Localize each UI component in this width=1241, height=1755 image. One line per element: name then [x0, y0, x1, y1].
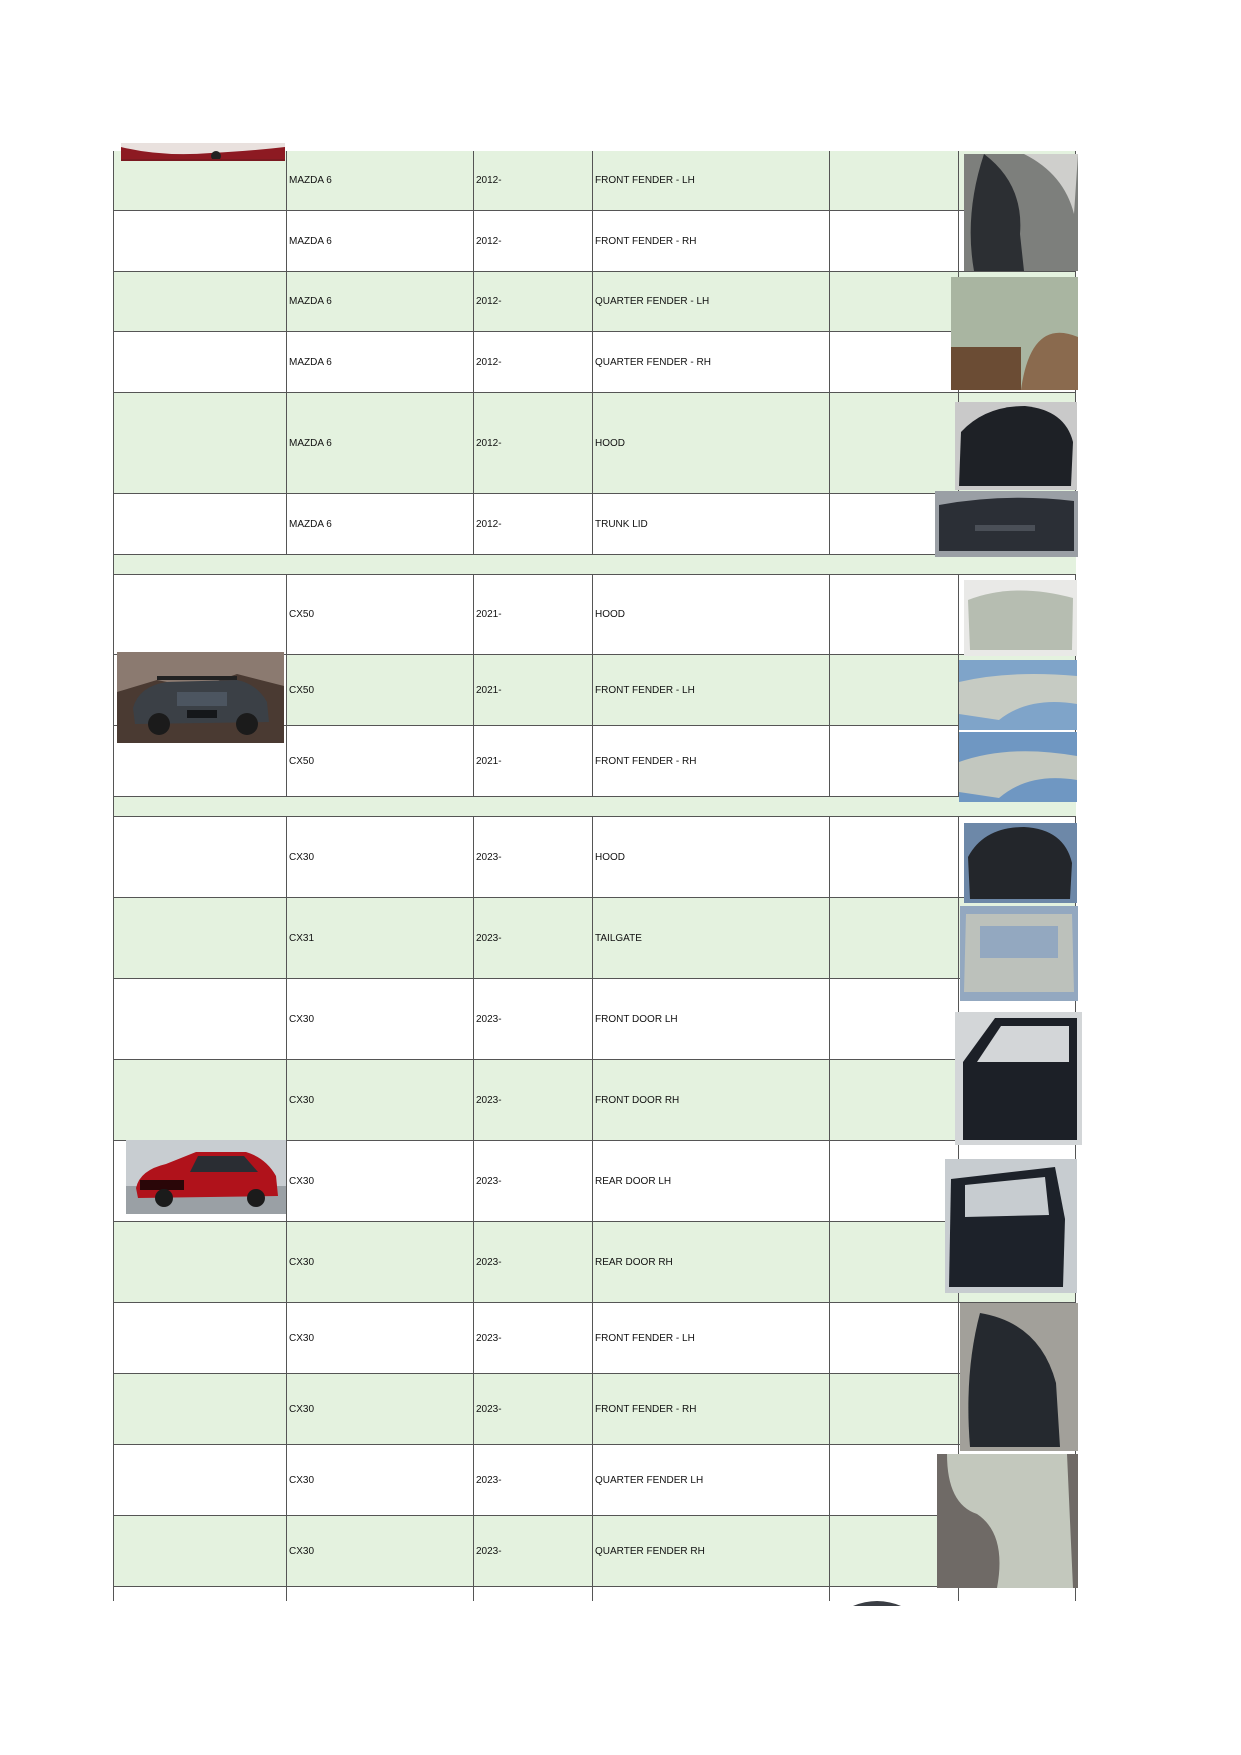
table-row	[113, 1222, 1076, 1303]
model-cell: CX50	[286, 655, 473, 725]
model-cell: CX31	[286, 898, 473, 978]
model-cell: MAZDA 6	[286, 332, 473, 392]
cx50-car-photo	[117, 652, 284, 743]
model-cell: CX30	[286, 1374, 473, 1444]
year-cell: 2021-	[473, 575, 592, 654]
rear-door-photo	[945, 1159, 1077, 1293]
vehicle-cell	[113, 1303, 286, 1373]
cx50-fender-rh-photo	[959, 732, 1077, 802]
blank-cell	[829, 1303, 958, 1373]
part-cell: FRONT FENDER - RH	[592, 726, 829, 796]
part-cell: QUARTER FENDER - RH	[592, 332, 829, 392]
part-cell: FRONT DOOR RH	[592, 1060, 829, 1140]
table-row	[113, 272, 1076, 332]
blank-cell	[829, 817, 958, 897]
blank-cell	[829, 211, 958, 271]
part-cell: FRONT FENDER - LH	[592, 655, 829, 725]
table-continuation	[592, 1587, 593, 1601]
year-cell: 2023-	[473, 817, 592, 897]
model-cell: CX30	[286, 1303, 473, 1373]
model-cell: MAZDA 6	[286, 151, 473, 210]
model-cell: MAZDA 6	[286, 393, 473, 493]
year-cell: 2023-	[473, 1060, 592, 1140]
vehicle-cell	[113, 817, 286, 897]
cx30-hood-photo	[964, 823, 1077, 903]
year-cell: 2023-	[473, 1141, 592, 1221]
table-continuation	[1075, 1587, 1076, 1601]
cx30-car-photo	[126, 1140, 286, 1214]
model-cell: CX50	[286, 726, 473, 796]
part-cell: FRONT FENDER - LH	[592, 151, 829, 210]
table-row	[113, 979, 1076, 1060]
model-cell: CX30	[286, 1141, 473, 1221]
table-row	[113, 1374, 1076, 1445]
cx30-front-fender-photo	[960, 1303, 1078, 1451]
vehicle-cell	[113, 1222, 286, 1302]
model-cell: CX30	[286, 1222, 473, 1302]
vehicle-cell	[113, 575, 286, 654]
front-door-photo	[955, 1012, 1082, 1145]
table-continuation	[829, 1587, 830, 1601]
trunk-lid-photo	[935, 491, 1078, 557]
mazda6-car-photo	[121, 143, 285, 161]
blank-cell	[829, 393, 958, 493]
group-separator	[113, 555, 1076, 575]
model-cell: CX50	[286, 575, 473, 654]
cx50-fender-lh-photo	[959, 660, 1077, 730]
blank-cell	[829, 1374, 958, 1444]
year-cell: 2021-	[473, 726, 592, 796]
partial-next-photo	[853, 1598, 901, 1606]
part-cell: HOOD	[592, 817, 829, 897]
vehicle-cell	[113, 1445, 286, 1515]
group-separator	[113, 797, 1076, 817]
table-row	[113, 393, 1076, 494]
year-cell: 2023-	[473, 1303, 592, 1373]
year-cell: 2023-	[473, 1516, 592, 1586]
table-row	[113, 1303, 1076, 1374]
blank-cell	[829, 898, 958, 978]
vehicle-cell	[113, 211, 286, 271]
year-cell: 2012-	[473, 272, 592, 331]
blank-cell	[829, 575, 958, 654]
vehicle-cell	[113, 494, 286, 554]
model-cell: MAZDA 6	[286, 211, 473, 271]
table-row	[113, 494, 1076, 555]
year-cell: 2023-	[473, 979, 592, 1059]
cx50-hood-photo	[964, 580, 1077, 656]
table-row	[113, 1516, 1076, 1587]
part-cell: QUARTER FENDER - LH	[592, 272, 829, 331]
vehicle-cell	[113, 1060, 286, 1140]
year-cell: 2012-	[473, 332, 592, 392]
blank-cell	[829, 979, 958, 1059]
blank-cell	[829, 151, 958, 210]
cx30-quarter-fender-photo	[937, 1454, 1078, 1588]
year-cell: 2012-	[473, 494, 592, 554]
year-cell: 2021-	[473, 655, 592, 725]
part-cell: QUARTER FENDER RH	[592, 1516, 829, 1586]
blank-cell	[829, 272, 958, 331]
part-cell: TAILGATE	[592, 898, 829, 978]
blank-cell	[829, 1141, 958, 1221]
tailgate-photo	[960, 906, 1078, 1001]
table-continuation	[113, 1587, 114, 1601]
table-continuation	[286, 1587, 287, 1601]
vehicle-cell	[113, 979, 286, 1059]
part-cell: FRONT FENDER - RH	[592, 211, 829, 271]
part-cell: FRONT FENDER - RH	[592, 1374, 829, 1444]
vehicle-cell	[113, 1516, 286, 1586]
blank-cell	[829, 332, 958, 392]
part-cell: HOOD	[592, 575, 829, 654]
quarter-fender-photo	[951, 277, 1078, 390]
model-cell: CX30	[286, 817, 473, 897]
blank-cell	[829, 1060, 958, 1140]
vehicle-cell	[113, 332, 286, 392]
year-cell: 2023-	[473, 1374, 592, 1444]
part-cell: REAR DOOR RH	[592, 1222, 829, 1302]
table-row	[113, 211, 1076, 272]
part-cell: FRONT FENDER - LH	[592, 1303, 829, 1373]
year-cell: 2023-	[473, 1222, 592, 1302]
part-cell: FRONT DOOR LH	[592, 979, 829, 1059]
model-cell: CX30	[286, 979, 473, 1059]
table-row	[113, 1445, 1076, 1516]
table-row	[113, 575, 1076, 655]
table-row	[113, 1060, 1076, 1141]
front-fender-photo	[964, 154, 1078, 271]
part-cell: QUARTER FENDER LH	[592, 1445, 829, 1515]
vehicle-cell	[113, 393, 286, 493]
vehicle-cell	[113, 1374, 286, 1444]
blank-cell	[829, 1222, 958, 1302]
part-cell: TRUNK LID	[592, 494, 829, 554]
table-continuation	[958, 1587, 959, 1601]
vehicle-cell	[113, 272, 286, 331]
model-cell: CX30	[286, 1060, 473, 1140]
year-cell: 2012-	[473, 151, 592, 210]
table-row	[113, 817, 1076, 898]
blank-cell	[829, 726, 958, 796]
year-cell: 2023-	[473, 1445, 592, 1515]
table-continuation	[473, 1587, 474, 1601]
model-cell: MAZDA 6	[286, 494, 473, 554]
model-cell: CX30	[286, 1516, 473, 1586]
hood-photo	[955, 402, 1077, 490]
table-row	[113, 898, 1076, 979]
year-cell: 2023-	[473, 898, 592, 978]
vehicle-cell	[113, 898, 286, 978]
model-cell: MAZDA 6	[286, 272, 473, 331]
part-cell: REAR DOOR LH	[592, 1141, 829, 1221]
year-cell: 2012-	[473, 393, 592, 493]
blank-cell	[829, 655, 958, 725]
part-cell: HOOD	[592, 393, 829, 493]
table-row	[113, 332, 1076, 393]
model-cell: CX30	[286, 1445, 473, 1515]
year-cell: 2012-	[473, 211, 592, 271]
